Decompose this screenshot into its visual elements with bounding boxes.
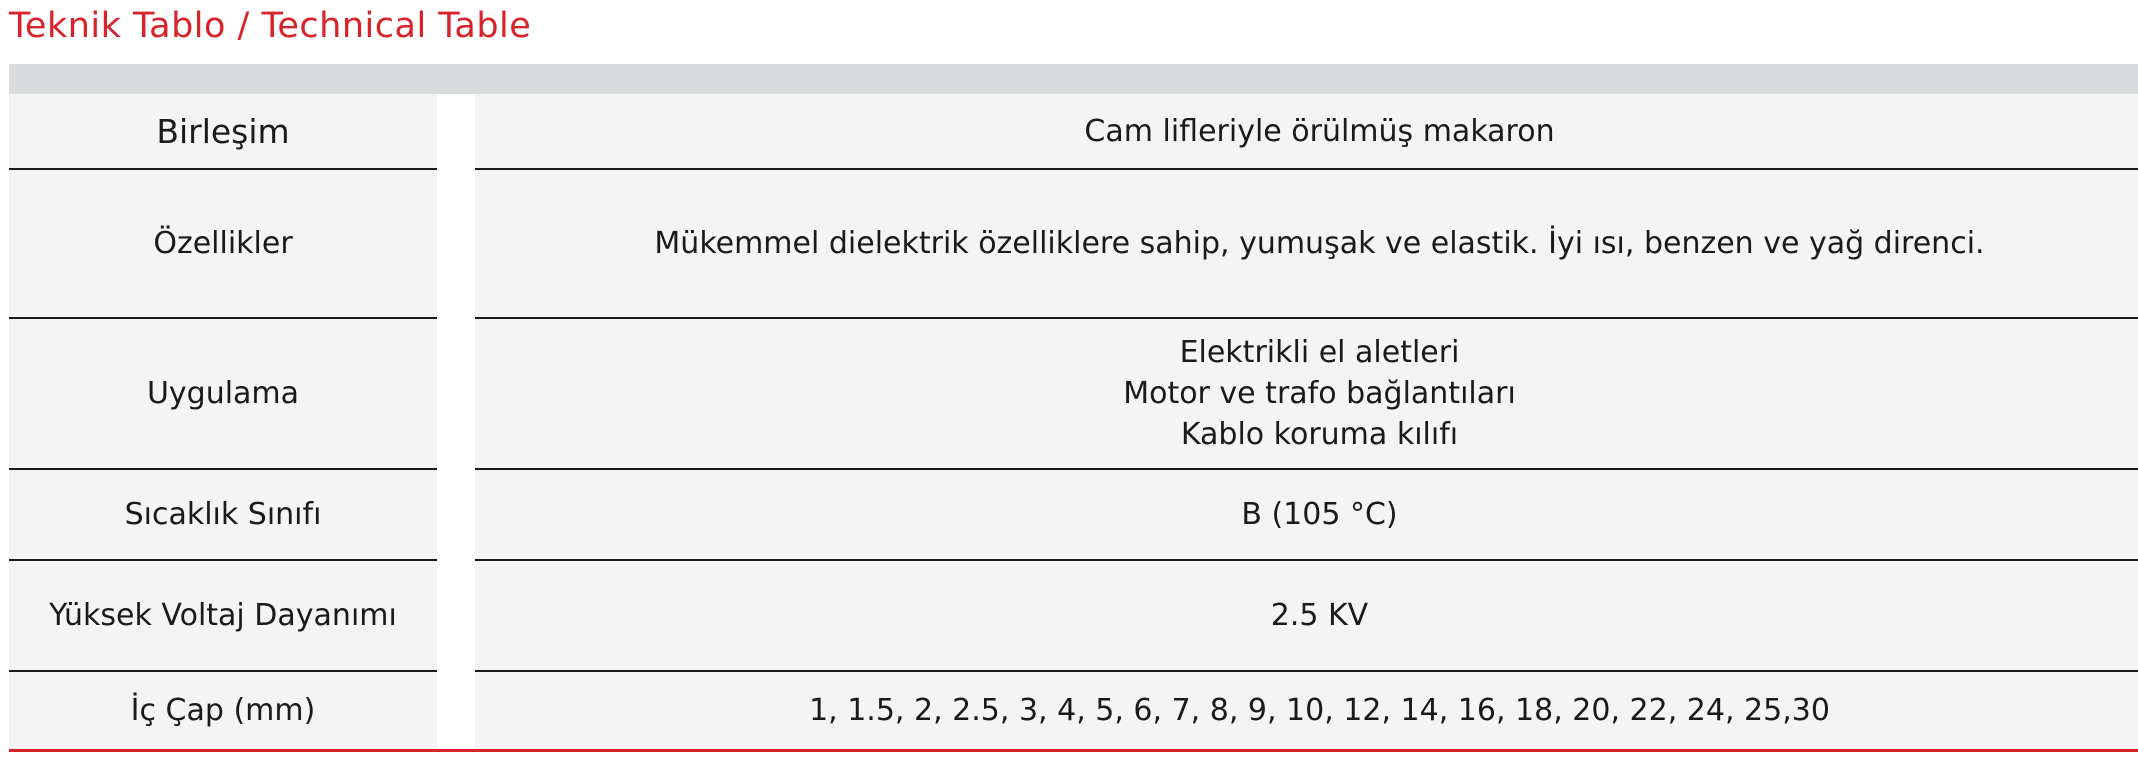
page-title: Teknik Tablo / Technical Table [9, 6, 532, 46]
row-value [475, 170, 2138, 317]
table-row-properties [0, 170, 2138, 317]
table-row-inner-diameter [0, 672, 2138, 749]
table-row-composition [0, 94, 2138, 168]
row-label: Özellikler [153, 226, 293, 261]
table-header-bar [9, 64, 2138, 94]
row-value [475, 672, 2138, 749]
row-label: Sıcaklık Sınıfı [124, 497, 322, 532]
row-value-line: 1, 1.5, 2, 2.5, 3, 4, 5, 6, 7, 8, 9, 10, 12, 14, 16, 18, 20, 22, 24, 25,30 [809, 693, 1830, 728]
row-label: Yüksek Voltaj Dayanımı [49, 598, 397, 633]
row-value-line: Motor ve trafo bağlantıları [1123, 376, 1516, 411]
row-label: İç Çap (mm) [130, 693, 316, 728]
table-bottom-rule [9, 749, 2138, 752]
row-value-line: B (105 °C) [1241, 497, 1398, 532]
row-value [475, 94, 2138, 168]
row-label: Uygulama [146, 376, 300, 411]
table-row-application [0, 319, 2138, 468]
row-value-line: Mükemmel dielektrik özelliklere sahip, yumuşak ve elastik. İyi ısı, benzen ve yağ direnci. [654, 226, 1985, 261]
table-row-voltage [0, 561, 2138, 670]
row-value [475, 470, 2138, 559]
row-value-line: Cam lifleriyle örülmüş makaron [1084, 113, 1555, 149]
row-value-line: Kablo koruma kılıfı [1180, 417, 1459, 452]
row-label: Birleşim [156, 111, 290, 151]
table-row-temperature-class [0, 470, 2138, 559]
row-value-line: Elektrikli el aletleri [1179, 335, 1460, 370]
row-value-line: 2.5 KV [1270, 598, 1369, 633]
row-value [475, 561, 2138, 670]
row-value [475, 319, 2138, 468]
